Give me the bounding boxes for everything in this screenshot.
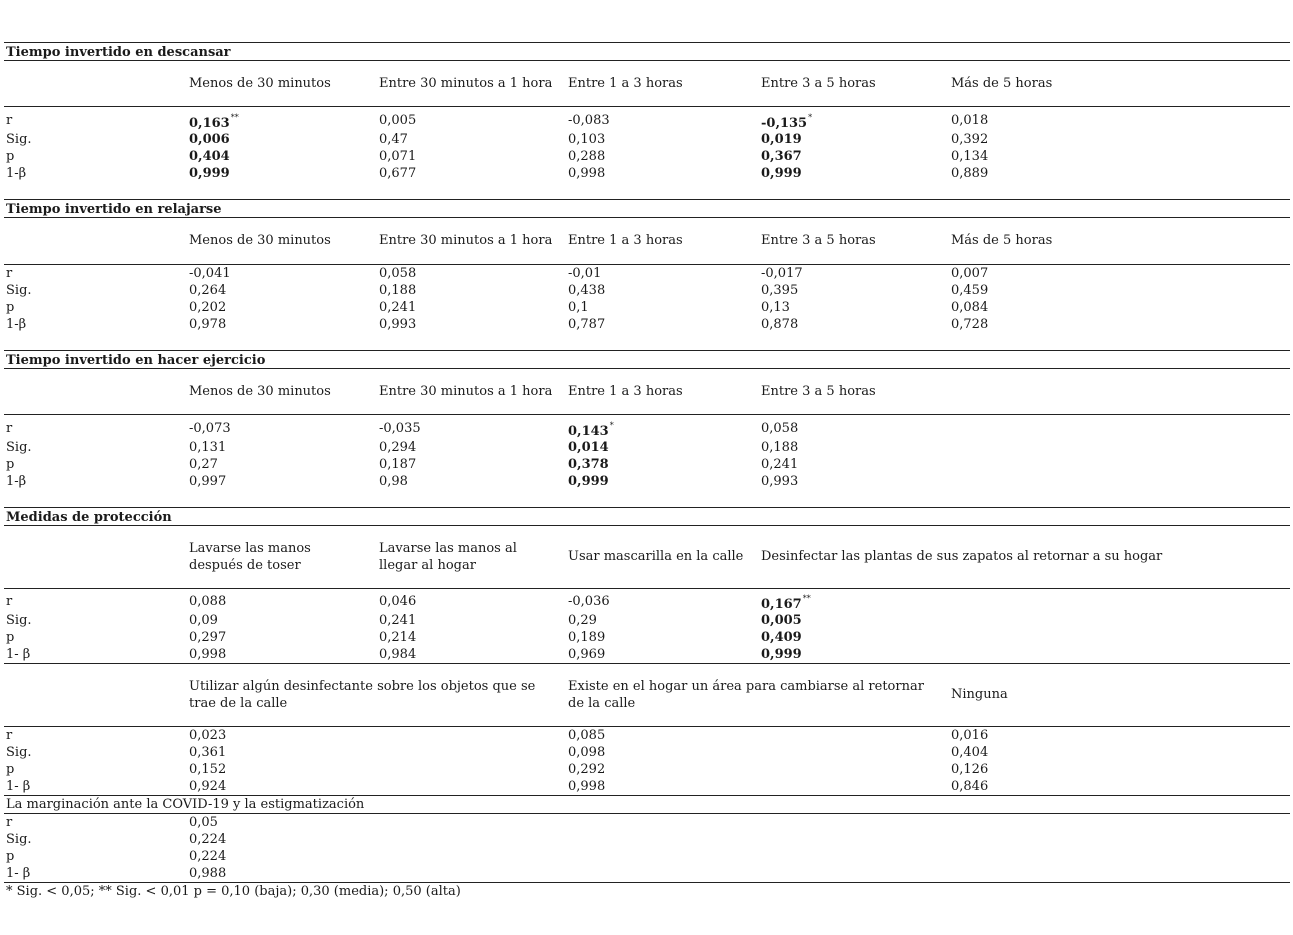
section-title: La marginación ante la COVID-19 y la estigmatización (6, 797, 365, 812)
table-cell: 0,728 (951, 317, 989, 332)
significance-mark: ** (230, 112, 239, 122)
table-cell: 0,999 (568, 474, 609, 489)
table-cell: 0,392 (951, 132, 989, 147)
table-cell: 0,13 (761, 300, 790, 315)
section-title: Tiempo invertido en hacer ejercicio (6, 353, 266, 368)
table-cell: 0,361 (189, 745, 227, 760)
table-cell: 0,09 (189, 613, 218, 628)
column-header: Entre 1 a 3 horas (568, 384, 683, 399)
column-header: Desinfectar las plantas de sus zapatos al retornar a su hogar (761, 549, 1163, 564)
row-label: p (6, 149, 15, 164)
table-cell: 0,224 (189, 832, 227, 847)
section-title: Tiempo invertido en relajarse (6, 202, 222, 217)
row-label: r (6, 266, 13, 281)
row-label: r (6, 594, 13, 609)
significance-mark: * (609, 420, 614, 430)
header-bottom-rule (4, 106, 1290, 107)
column-header: Usar mascarilla en la calle (568, 549, 744, 564)
column-header: Entre 1 a 3 horas (568, 233, 683, 248)
table-cell: -0,135* (761, 112, 813, 131)
table-cell: 0,998 (189, 647, 227, 662)
table-cell: 0,085 (568, 728, 606, 743)
table-cell: 0,143* (568, 420, 614, 439)
table-cell: 0,395 (761, 283, 799, 298)
section-title: Medidas de protección (6, 510, 172, 525)
section-header-rule (4, 368, 1290, 369)
section-top-rule (4, 42, 1290, 43)
row-label: p (6, 849, 15, 864)
table-cell: 0,27 (189, 457, 218, 472)
table-cell: 0,438 (568, 283, 606, 298)
table-cell: 0,058 (761, 421, 799, 436)
table-cell: 0,969 (568, 647, 606, 662)
table-cell: 0,05 (189, 815, 218, 830)
table-cell: 0,378 (568, 457, 609, 472)
table-cell: -0,017 (761, 266, 803, 281)
table-cell: -0,035 (379, 421, 421, 436)
table-cell: 0,214 (379, 630, 417, 645)
section-title: Tiempo invertido en descansar (6, 45, 231, 60)
row-label: 1-β (6, 166, 27, 181)
table-cell: 0,071 (379, 149, 417, 164)
table-cell: 0,924 (189, 779, 227, 794)
table-cell: 0,294 (379, 440, 417, 455)
table-cell: 0,163** (189, 112, 239, 131)
row-label: Sig. (6, 132, 32, 147)
column-header: Lavarse las manos al llegar al hogar (379, 541, 517, 573)
table-cell: 0,167** (761, 593, 811, 612)
row-label: Sig. (6, 613, 32, 628)
table-cell: 0,297 (189, 630, 227, 645)
row-label: Sig. (6, 283, 32, 298)
column-header: Entre 30 minutos a 1 hora (379, 233, 553, 248)
column-header: Más de 5 horas (951, 76, 1053, 91)
table-cell: 0,134 (951, 149, 989, 164)
table-cell: 0,016 (951, 728, 989, 743)
row-label: r (6, 421, 13, 436)
table-cell: 0,878 (761, 317, 799, 332)
table-cell: 0,241 (379, 613, 417, 628)
table-cell: 0,005 (761, 613, 802, 628)
row-label: 1- β (6, 647, 31, 662)
subsection-rule (4, 663, 1290, 664)
table-cell: 0,005 (379, 113, 417, 128)
table-cell: 0,999 (761, 647, 802, 662)
table-cell: 0,018 (951, 113, 989, 128)
footnote: * Sig. < 0,05; ** Sig. < 0,01 p = 0,10 (baja); 0,30 (media); 0,50 (alta) (6, 884, 461, 899)
row-label: p (6, 457, 15, 472)
table-cell: 0,189 (568, 630, 606, 645)
table-cell: 0,997 (189, 474, 227, 489)
table-cell: 0,152 (189, 762, 227, 777)
table-cell: -0,036 (568, 594, 610, 609)
table-cell: 0,999 (761, 166, 802, 181)
table-cell: 0,088 (189, 594, 227, 609)
significance-mark: ** (802, 593, 811, 603)
table-cell: 0,459 (951, 283, 989, 298)
row-label: Sig. (6, 745, 32, 760)
table-cell: 0,046 (379, 594, 417, 609)
table-cell: 0,367 (761, 149, 802, 164)
column-header: Menos de 30 minutos (189, 384, 331, 399)
row-label: 1- β (6, 866, 31, 881)
table-cell: 0,993 (761, 474, 799, 489)
table-cell: 0,084 (951, 300, 989, 315)
header-bottom-rule (4, 588, 1290, 589)
column-header: Entre 30 minutos a 1 hora (379, 76, 553, 91)
row-label: Sig. (6, 832, 32, 847)
table-cell: 0,058 (379, 266, 417, 281)
row-label: p (6, 300, 15, 315)
section-top-rule (4, 199, 1290, 200)
table-cell: 0,264 (189, 283, 227, 298)
row-label: r (6, 113, 13, 128)
section-header-rule (4, 60, 1290, 61)
column-header: Entre 3 a 5 horas (761, 384, 876, 399)
section-top-rule (4, 507, 1290, 508)
table-cell: 0,29 (568, 613, 597, 628)
row-label: p (6, 630, 15, 645)
column-header: Entre 3 a 5 horas (761, 233, 876, 248)
column-header: Utilizar algún desinfectante sobre los objetos que se trae de la calle (189, 679, 536, 711)
table-cell: 0,131 (189, 440, 227, 455)
table-cell: 0,023 (189, 728, 227, 743)
table-cell: 0,006 (189, 132, 230, 147)
column-header: Entre 30 minutos a 1 hora (379, 384, 553, 399)
section-header-rule (4, 525, 1290, 526)
table-cell: 0,978 (189, 317, 227, 332)
column-header: Existe en el hogar un área para cambiarse al retornar de la calle (568, 679, 924, 711)
table-cell: 0,224 (189, 849, 227, 864)
table-cell: 0,019 (761, 132, 802, 147)
row-label: Sig. (6, 440, 32, 455)
column-header: Menos de 30 minutos (189, 76, 331, 91)
table-cell: 0,241 (379, 300, 417, 315)
table-cell: 0,984 (379, 647, 417, 662)
column-header: Ninguna (951, 687, 1008, 702)
table-cell: 0,292 (568, 762, 606, 777)
column-header: Entre 3 a 5 horas (761, 76, 876, 91)
table-cell: 0,993 (379, 317, 417, 332)
row-label: 1-β (6, 474, 27, 489)
table-cell: 0,98 (379, 474, 408, 489)
row-label: 1- β (6, 779, 31, 794)
table-cell: 0,202 (189, 300, 227, 315)
table-cell: 0,677 (379, 166, 417, 181)
table-cell: 0,889 (951, 166, 989, 181)
table-cell: 0,404 (189, 149, 230, 164)
table-cell: 0,404 (951, 745, 989, 760)
table-cell: 0,126 (951, 762, 989, 777)
table-cell: 0,409 (761, 630, 802, 645)
table-cell: 0,241 (761, 457, 799, 472)
row-label: r (6, 815, 13, 830)
section-top-rule (4, 350, 1290, 351)
table-cell: 0,846 (951, 779, 989, 794)
table-cell: -0,083 (568, 113, 610, 128)
table-cell: 0,787 (568, 317, 606, 332)
section-header-rule (4, 217, 1290, 218)
table-cell: 0,998 (568, 779, 606, 794)
table-cell: 0,188 (761, 440, 799, 455)
table-cell: 0,187 (379, 457, 417, 472)
header-bottom-rule (4, 414, 1290, 415)
table-cell: 0,188 (379, 283, 417, 298)
table-cell: 0,1 (568, 300, 589, 315)
significance-mark: * (808, 112, 813, 122)
table-cell: 0,007 (951, 266, 989, 281)
table-cell: -0,041 (189, 266, 231, 281)
table-cell: 0,999 (189, 166, 230, 181)
row-label: 1-β (6, 317, 27, 332)
table-cell: 0,288 (568, 149, 606, 164)
table-cell: -0,01 (568, 266, 602, 281)
column-header: Menos de 30 minutos (189, 233, 331, 248)
row-label: r (6, 728, 13, 743)
table-cell: 0,103 (568, 132, 606, 147)
row-label: p (6, 762, 15, 777)
table-cell: 0,014 (568, 440, 609, 455)
column-header: Entre 1 a 3 horas (568, 76, 683, 91)
table-cell: 0,988 (189, 866, 227, 881)
column-header: Lavarse las manos después de toser (189, 541, 311, 573)
table-cell: 0,47 (379, 132, 408, 147)
table-cell: 0,098 (568, 745, 606, 760)
column-header: Más de 5 horas (951, 233, 1053, 248)
table-cell: -0,073 (189, 421, 231, 436)
table-cell: 0,998 (568, 166, 606, 181)
